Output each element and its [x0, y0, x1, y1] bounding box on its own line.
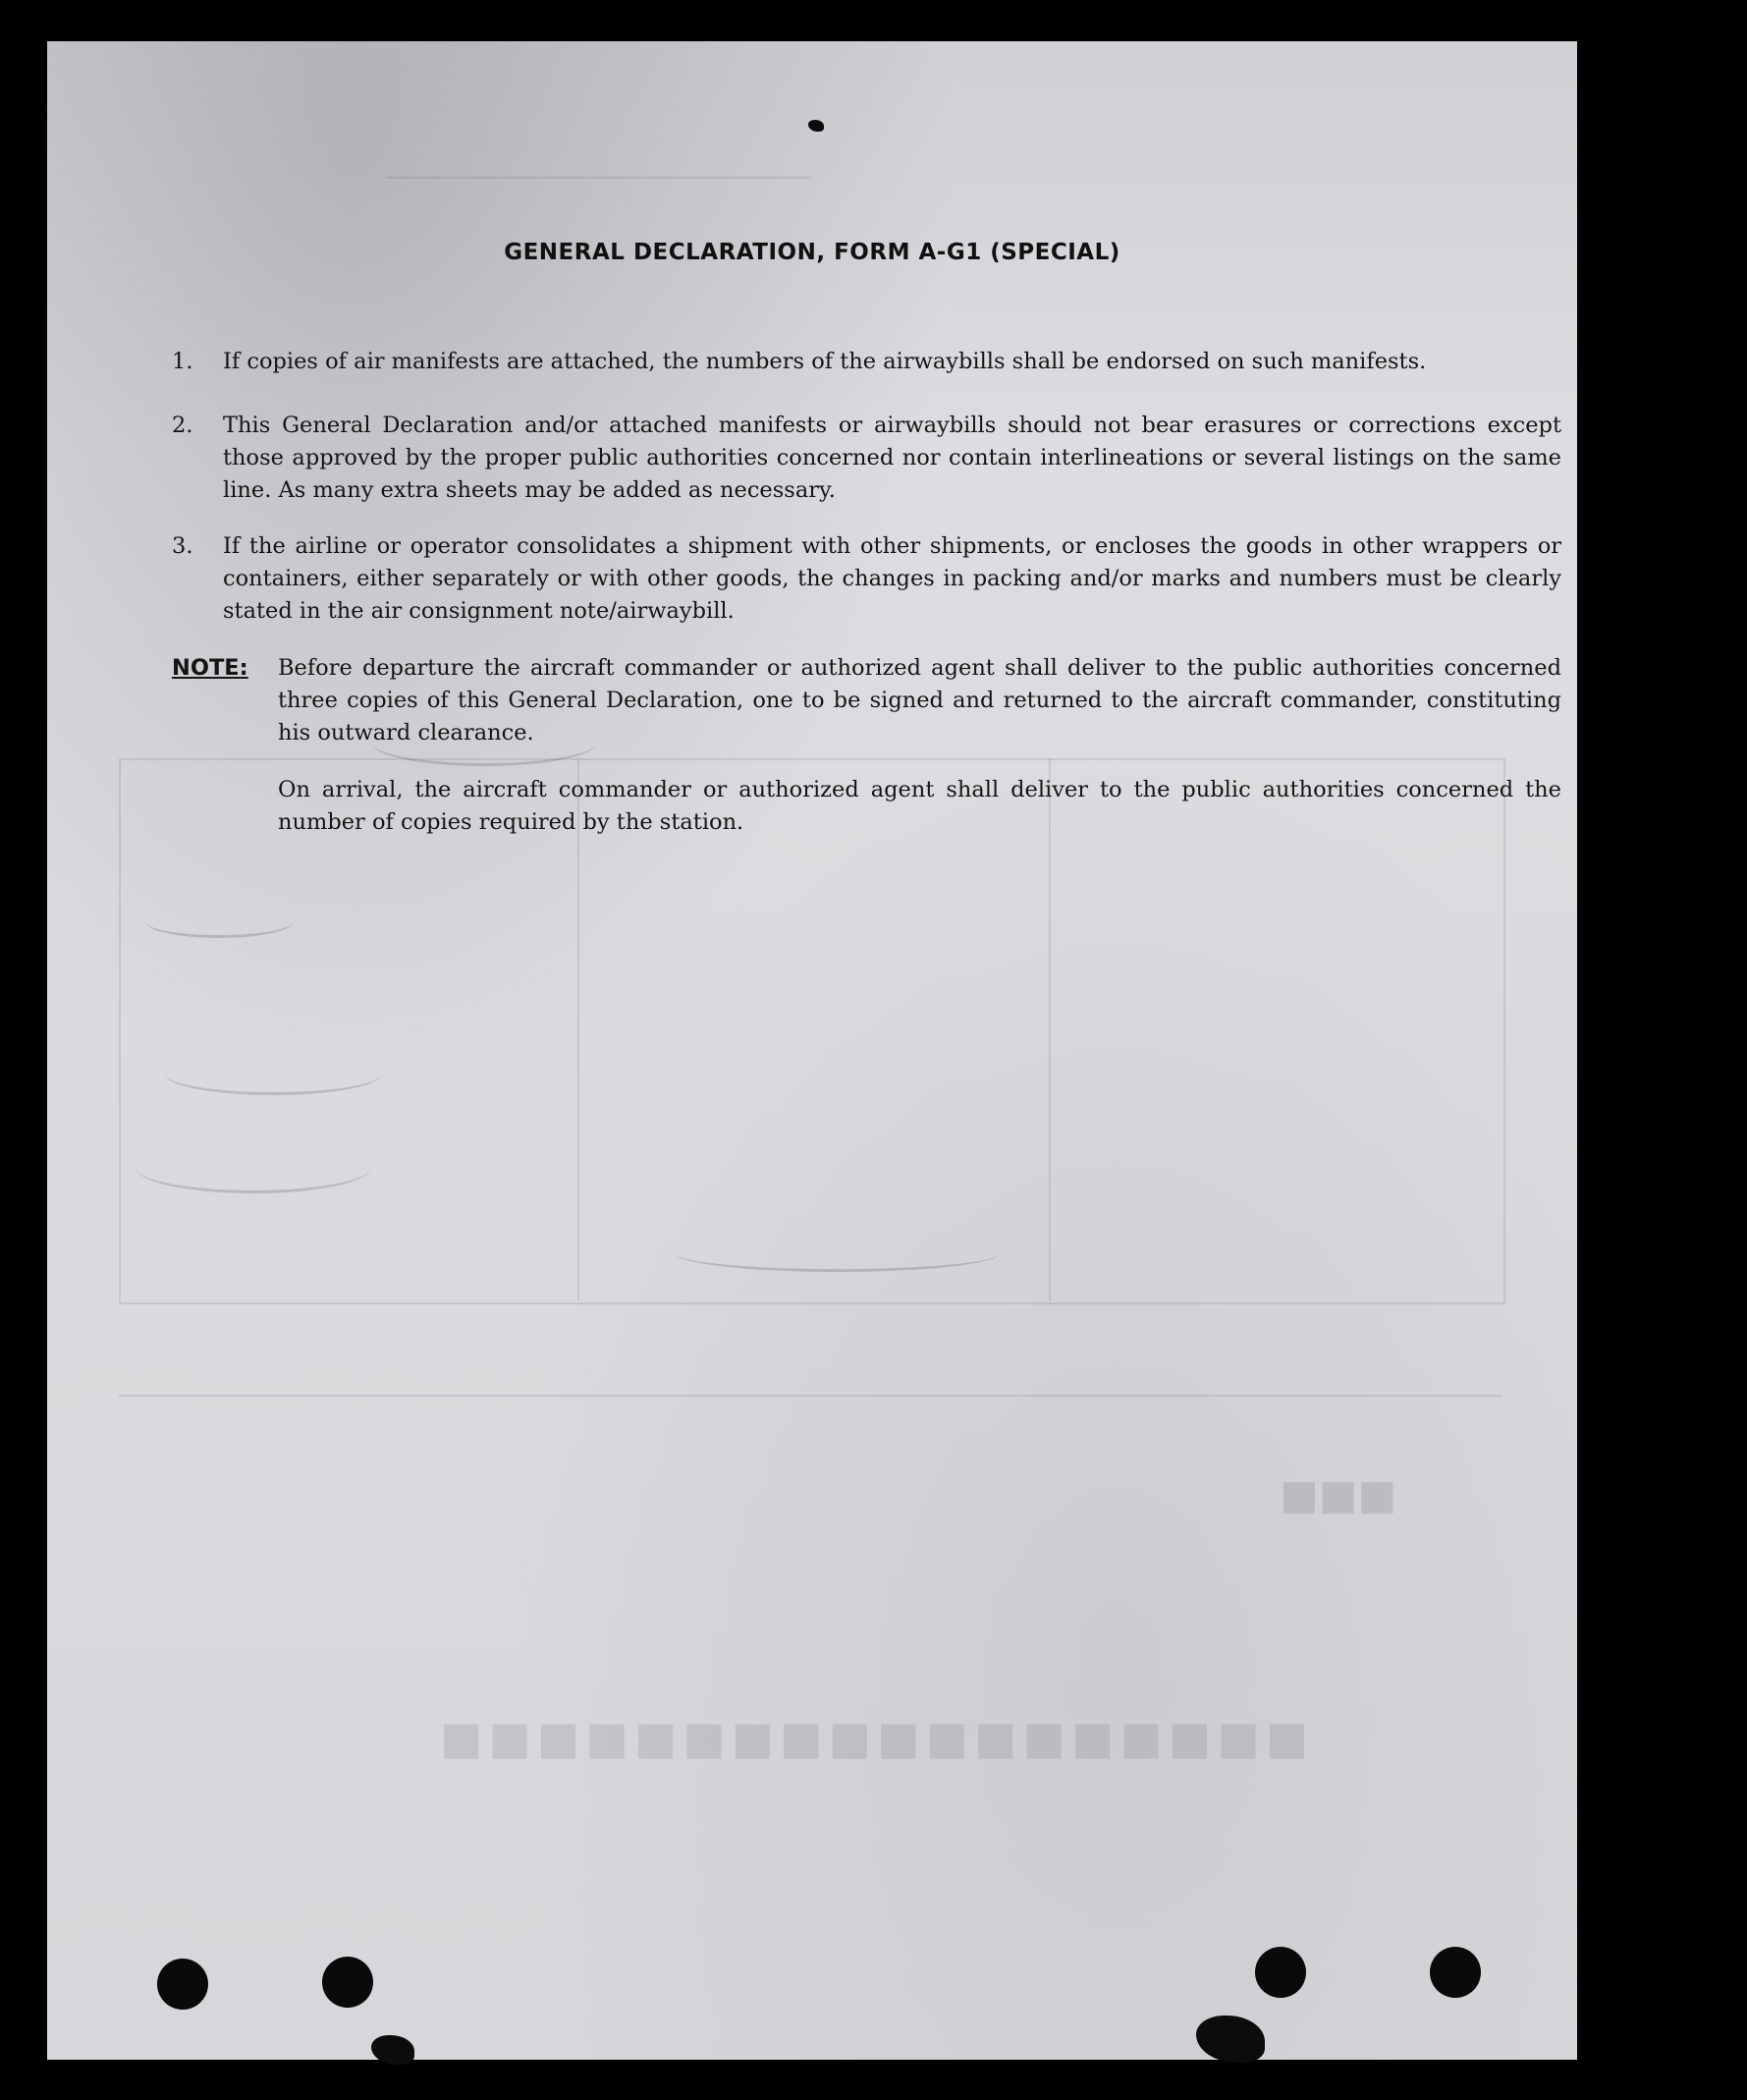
- document-page: [47, 41, 1577, 2060]
- item-text: If copies of air manifests are attached, the numbers of the airwaybills shall be endorsed on such manifests.: [223, 349, 1427, 374]
- page-title: GENERAL DECLARATION, FORM A-G1 (SPECIAL): [504, 240, 1120, 265]
- item-number: 2.: [172, 413, 193, 438]
- scan-artifact: [371, 2035, 414, 2065]
- bleed-through-header: ────────────────────────: [386, 161, 812, 195]
- note-label: NOTE:: [172, 655, 248, 681]
- punch-hole: [157, 1959, 208, 2010]
- bleed-through-rule: [119, 1395, 1501, 1397]
- note-paragraph-2: On arrival, the aircraft commander or authorized agent shall deliver to the public authorities concerned the number of copies required by the station.: [278, 777, 1561, 835]
- faint-handwriting-mark: [136, 1141, 371, 1193]
- item-text: If the airline or operator consolidates a shipment with other shipments, or encloses the goods in other wrappers or containers, either separately or with other goods, the changes in packing and/or marks and numbers must be clearly stated in the air consignment note/airwaybill.: [223, 533, 1561, 624]
- bleed-through-column-divider-1: [577, 758, 579, 1300]
- scan-artifact: [1196, 2016, 1265, 2063]
- note-paragraph-1: Before departure the aircraft commander or authorized agent shall deliver to the public authorities concerned three copies of this General Declaration, one to be signed and returned to the aircraft commander, constituting his outward clearance.: [278, 655, 1561, 746]
- faint-handwriting-mark: [145, 906, 293, 938]
- faint-handwriting-mark: [676, 1235, 1000, 1272]
- punch-hole: [322, 1957, 373, 2008]
- faint-handwriting-mark: [165, 1053, 381, 1095]
- bleed-through-table: [119, 758, 1505, 1304]
- bleed-through-column-divider-2: [1049, 758, 1051, 1300]
- item-number: 1.: [172, 349, 193, 374]
- scan-artifact: [808, 120, 824, 132]
- bleed-through-number: ■■■: [1280, 1470, 1397, 1519]
- bleed-through-heading: ■■■■■■■■■■■■■■■■■■: [440, 1711, 1315, 1764]
- punch-hole: [1430, 1947, 1481, 1998]
- item-number: 3.: [172, 533, 193, 559]
- punch-hole: [1255, 1947, 1306, 1998]
- item-text: This General Declaration and/or attached manifests or airwaybills should not bear erasures or corrections except those approved by the proper public authorities concerned nor contain interlineations or several listings on the same line. As many extra sheets may be added as necessary.: [223, 413, 1561, 503]
